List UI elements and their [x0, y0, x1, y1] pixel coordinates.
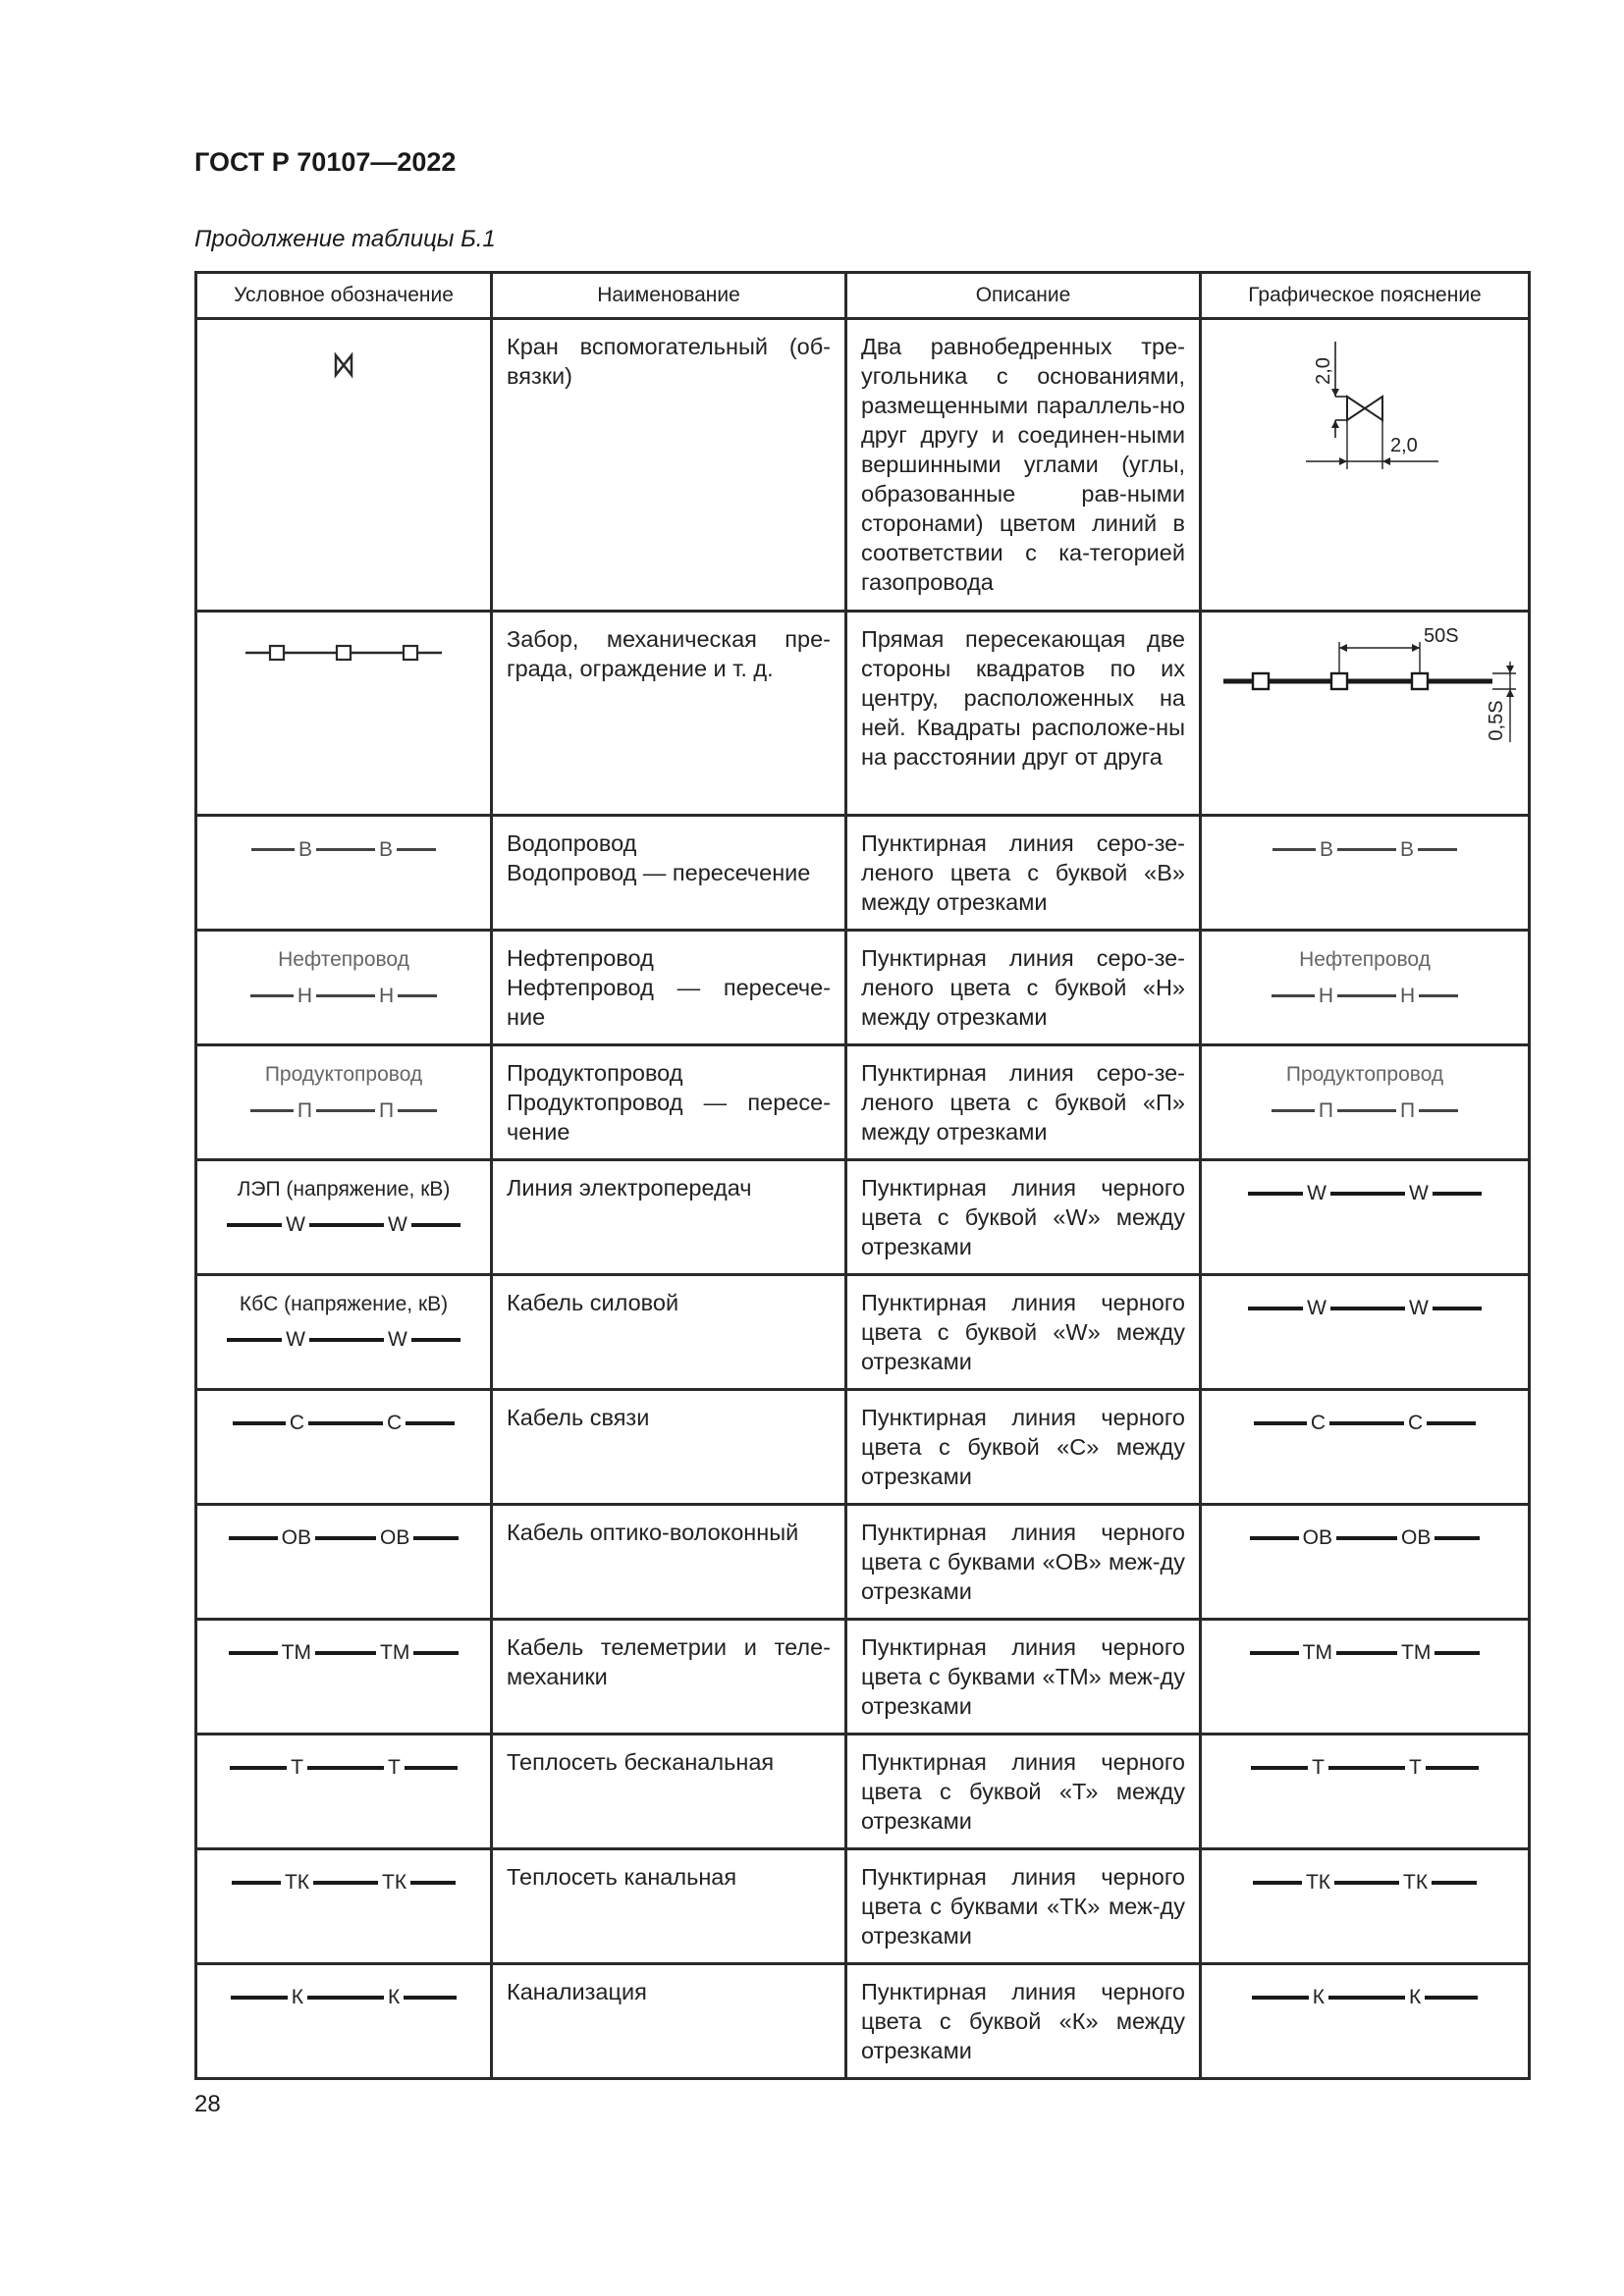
symbol-cell [196, 1735, 492, 1849]
table-row [196, 1045, 1530, 1160]
column-header-description: Описание [846, 273, 1201, 319]
column-header-name: Наименование [492, 273, 846, 319]
pipeline-line-symbol: В В [251, 838, 436, 862]
symbol-cell [196, 1390, 492, 1505]
column-header-graphic: Графическое пояснение [1201, 273, 1530, 319]
symbol-cell [196, 612, 492, 816]
name-cell: Теплосеть канальная [492, 1849, 846, 1964]
name-cell: Кабель связи [492, 1390, 846, 1505]
cable-line-graphic: К К [1252, 1986, 1478, 2009]
valve-dimension-drawing [1267, 332, 1463, 489]
pipeline-line-symbol: П П [250, 1099, 437, 1123]
description-cell: Пунктирная линия черного цвета с буквой «С» между отрезками [846, 1390, 1201, 1505]
cable-line-symbol: Т Т [230, 1756, 458, 1780]
pipeline-line-graphic: П П [1272, 1099, 1458, 1123]
cable-line-graphic: С С [1254, 1412, 1476, 1435]
table-row [196, 1390, 1530, 1505]
graphic-cell [1201, 816, 1530, 931]
name-cell: Водопровод Водопровод — пересечение [492, 816, 846, 931]
graphic-cell [1201, 319, 1530, 612]
symbol-label: Нефтепровод [278, 948, 409, 971]
symbol-cell [196, 1275, 492, 1390]
name-cell: Кабель силовой [492, 1275, 846, 1390]
cable-line-symbol: ОВ ОВ [229, 1526, 460, 1550]
pipeline-line-graphic: В В [1272, 838, 1457, 862]
cable-line-graphic: ТМ ТМ [1250, 1641, 1481, 1665]
description-cell: Пунктирная линия серо-зе-леного цвета с буквой «В» между отрезками [846, 816, 1201, 931]
cable-line-symbol: W W [227, 1328, 460, 1352]
cable-line-symbol: С С [233, 1412, 455, 1435]
description-cell: Пунктирная линия серо-зе-леного цвета с буквой «П» между отрезками [846, 1045, 1201, 1160]
table-row [196, 1505, 1530, 1620]
description-cell: Пунктирная линия черного цвета с буквой «W» между отрезками [846, 1160, 1201, 1275]
valve-symbol-icon [324, 346, 363, 385]
fence-dim-size: 0,5S [1486, 700, 1507, 741]
symbol-cell [196, 1160, 492, 1275]
name-cell: Кабель оптико-волоконный [492, 1505, 846, 1620]
name-cell: Канализация [492, 1964, 846, 2079]
graphic-cell [1201, 1045, 1530, 1160]
symbol-cell [196, 1964, 492, 2079]
symbol-cell [196, 816, 492, 931]
fence-dimension-drawing [1216, 624, 1530, 752]
graphic-label: Нефтепровод [1299, 948, 1431, 971]
name-cell: Теплосеть бесканальная [492, 1735, 846, 1849]
valve-dim-vertical: 2,0 [1313, 357, 1334, 385]
table-row [196, 1160, 1530, 1275]
table-row [196, 1849, 1530, 1964]
graphic-label: Продуктопровод [1285, 1063, 1444, 1086]
symbol-cell [196, 1045, 492, 1160]
description-cell: Пунктирная линия серо-зе-леного цвета с буквой «Н» между отрезками [846, 931, 1201, 1045]
table-header-row [196, 273, 1530, 319]
cable-line-graphic: Т Т [1251, 1756, 1479, 1780]
cable-line-graphic: W W [1248, 1182, 1482, 1205]
symbols-table [194, 271, 1531, 2080]
symbol-cell [196, 1849, 492, 1964]
name-cell: Продуктопровод Продуктопровод — пересе-чение [492, 1045, 846, 1160]
description-cell: Пунктирная линия черного цвета с буквами «ТК» меж-ду отрезками [846, 1849, 1201, 1964]
name-cell: Нефтепровод Нефтепровод — пересече-ние [492, 931, 846, 1045]
pipeline-line-graphic: Н Н [1272, 985, 1458, 1008]
graphic-cell [1201, 612, 1530, 816]
symbol-label: Продуктопровод [264, 1063, 423, 1086]
cable-line-graphic: W W [1248, 1297, 1482, 1320]
description-cell: Пунктирная линия черного цвета с буквами «ОВ» меж-ду отрезками [846, 1505, 1201, 1620]
symbol-cell [196, 931, 492, 1045]
document-header: ГОСТ Р 70107—2022 [194, 147, 457, 177]
description-cell: Пунктирная линия черного цвета с буквой «W» между отрезками [846, 1275, 1201, 1390]
table-row [196, 319, 1530, 612]
valve-dim-horizontal: 2,0 [1390, 435, 1418, 456]
table-row [196, 612, 1530, 816]
name-cell: Забор, механическая пре-града, ограждение и т. д. [492, 612, 846, 816]
graphic-cell [1201, 1505, 1530, 1620]
cable-line-symbol: К К [231, 1986, 457, 2009]
description-cell: Пунктирная линия черного цвета с буквой «Т» между отрезками [846, 1735, 1201, 1849]
description-cell: Два равнобедренных тре-угольника с основаниями, размещенными параллель-но друг другу и соединен-ными вершинными углами (углы, образованные рав-ными сторонами) цветом линий в соответствии с ка-тегорией газопровода [846, 319, 1201, 612]
symbol-cell [196, 319, 492, 612]
cable-line-symbol: ТК ТК [232, 1871, 456, 1895]
symbol-label: КбС (напряжение, кВ) [239, 1293, 449, 1315]
description-cell: Пунктирная линия черного цвета с буквой «К» между отрезками [846, 1964, 1201, 2079]
name-cell: Кран вспомогательный (об-вязки) [492, 319, 846, 612]
table-row [196, 1275, 1530, 1390]
pipeline-line-symbol: Н Н [250, 985, 437, 1008]
name-cell: Кабель телеметрии и теле-механики [492, 1620, 846, 1735]
fence-symbol-icon [241, 638, 447, 667]
cable-line-symbol: ТМ ТМ [229, 1641, 460, 1665]
description-cell: Прямая пересекающая две стороны квадратов по их центру, расположенных на ней. Квадраты расположе-ны на расстоянии друг от друга [846, 612, 1201, 816]
symbol-label: ЛЭП (напряжение, кВ) [237, 1178, 451, 1201]
graphic-cell [1201, 1160, 1530, 1275]
description-cell: Пунктирная линия черного цвета с буквами «ТМ» меж-ду отрезками [846, 1620, 1201, 1735]
graphic-cell [1201, 1849, 1530, 1964]
cable-line-graphic: ОВ ОВ [1250, 1526, 1481, 1550]
table-row [196, 1620, 1530, 1735]
graphic-cell [1201, 931, 1530, 1045]
graphic-cell [1201, 1275, 1530, 1390]
table-caption: Продолжение таблицы Б.1 [194, 226, 496, 252]
graphic-cell [1201, 1390, 1530, 1505]
table-row [196, 816, 1530, 931]
table-row [196, 931, 1530, 1045]
column-header-symbol: Условное обозначение [196, 273, 492, 319]
symbol-cell [196, 1505, 492, 1620]
name-cell: Линия электропередач [492, 1160, 846, 1275]
table-row [196, 1964, 1530, 2079]
graphic-cell [1201, 1735, 1530, 1849]
table-row [196, 1735, 1530, 1849]
symbol-cell [196, 1620, 492, 1735]
page-number: 28 [194, 2091, 221, 2117]
cable-line-graphic: ТК ТК [1253, 1871, 1477, 1895]
cable-line-symbol: W W [227, 1213, 460, 1237]
fence-dim-spacing: 50S [1424, 625, 1459, 647]
graphic-cell [1201, 1964, 1530, 2079]
graphic-cell [1201, 1620, 1530, 1735]
